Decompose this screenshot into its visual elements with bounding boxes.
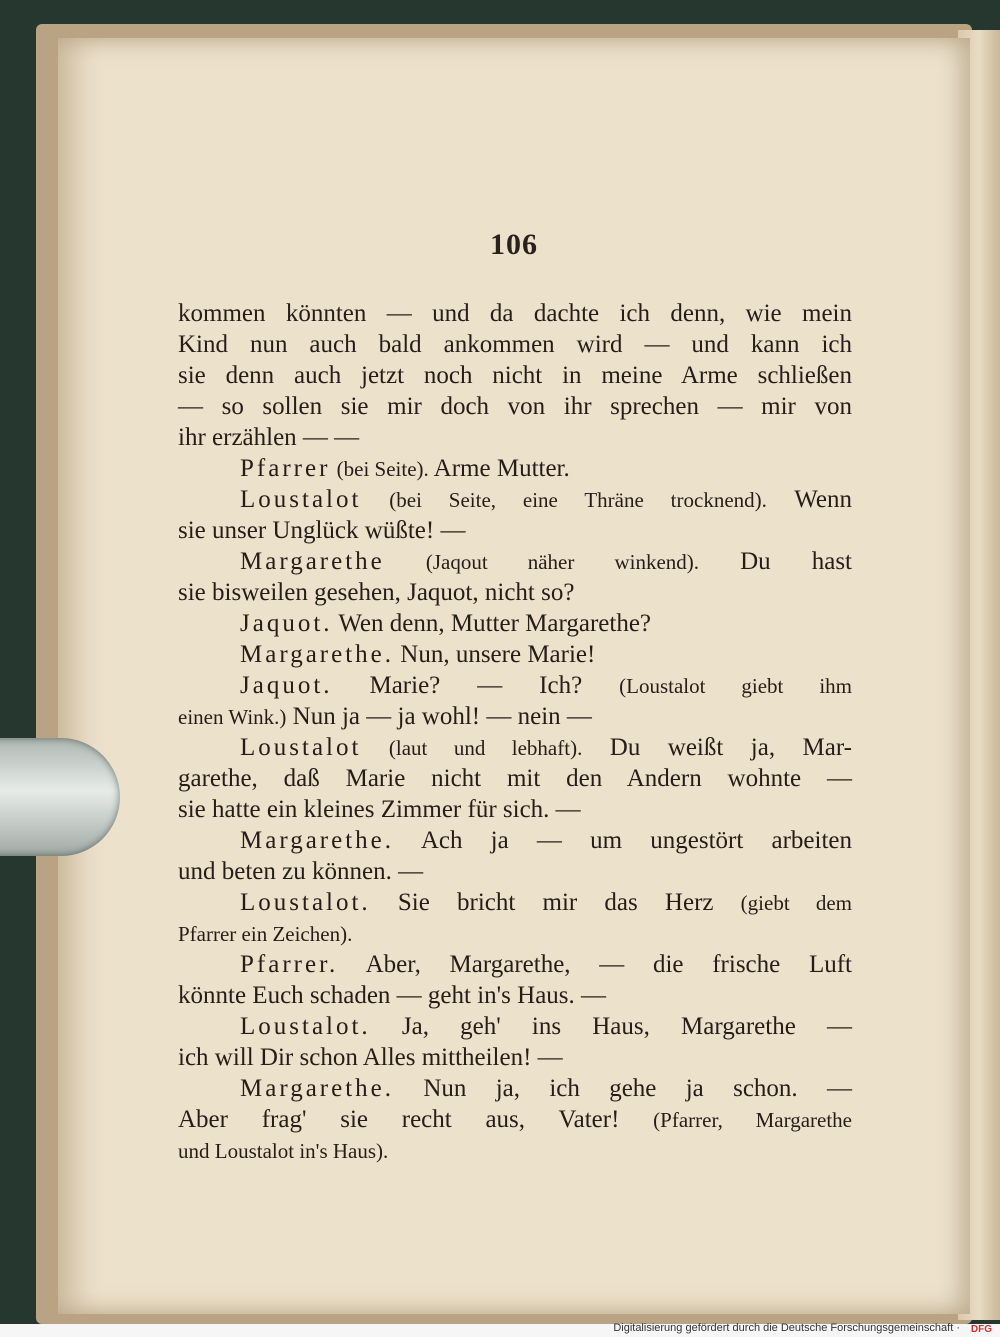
dialogue-text: Marie? — Ich? (332, 672, 620, 699)
dialogue-text: Nun, unsere Marie! (394, 641, 596, 668)
text-line (178, 515, 852, 546)
text-line (178, 329, 852, 360)
stage-direction: (bei Seite, eine Thräne trocknend). (389, 488, 767, 512)
stage-direction: einen Wink.) (178, 705, 287, 729)
text-line (178, 360, 852, 391)
speaker-name: Loustalot (240, 486, 362, 513)
text-line (178, 484, 852, 515)
dialogue-text: garethe, daß Marie nicht mit den Andern wohnte — (178, 765, 852, 792)
text-line (178, 701, 852, 732)
speaker-name: Loustalot (240, 734, 362, 761)
text-line (178, 639, 852, 670)
stage-direction: (Pfarrer, Margarethe (653, 1108, 852, 1132)
text-line (178, 856, 852, 887)
speaker-name: Loustalot. (240, 889, 371, 916)
speaker-name: Jaquot. (240, 610, 333, 637)
stage-direction: Pfarrer ein Zeichen). (178, 922, 353, 946)
text-line (178, 1011, 852, 1042)
text-line (178, 670, 852, 701)
text-line (178, 887, 852, 918)
speaker-name: Margarethe (240, 548, 385, 575)
stage-direction: und Loustalot in's Haus). (178, 1139, 389, 1163)
text-line (178, 980, 852, 1011)
dialogue-text (385, 548, 426, 575)
dialogue-text: Ach ja — um ungestört arbeiten (394, 827, 852, 854)
speaker-name: Pfarrer (240, 455, 331, 482)
dialogue-text (361, 486, 389, 513)
dialogue-text: Aber, Margarethe, — die frische Luft (338, 951, 852, 978)
dialogue-text: Nun ja — ja wohl! — nein — (286, 703, 592, 730)
dialogue-text: sie hatte ein kleines Zimmer für sich. — (178, 796, 581, 823)
text-line (178, 391, 852, 422)
speaker-name: Margarethe. (240, 827, 395, 854)
speaker-name: Jaquot. (240, 672, 333, 699)
text-line (178, 453, 852, 484)
text-line (178, 298, 852, 329)
speaker-name: Margarethe. (240, 1075, 395, 1102)
stage-direction: (laut und lebhaft). (388, 736, 583, 760)
stage-direction: (Jaqout näher winkend). (425, 550, 700, 574)
footer-bar (0, 1324, 1000, 1337)
dialogue-text: ihr erzählen — — (178, 424, 360, 451)
dialogue-text: Ja, geh' ins Haus, Margarethe — (370, 1013, 852, 1040)
text-line (178, 1104, 852, 1135)
dialogue-text: sie unser Unglück wüßte! — (178, 517, 466, 544)
text-line (178, 1135, 852, 1166)
dialogue-text: Arme Mutter. (428, 455, 570, 482)
dialogue-text: Du weißt ja, Mar- (582, 734, 852, 761)
dialogue-text: Sie bricht mir das Herz (370, 889, 741, 916)
dialogue-text: kommen könnten — und da dachte ich denn, wie mein (178, 300, 852, 327)
text-line (178, 825, 852, 856)
text-line (178, 422, 852, 453)
page-text (178, 298, 852, 1166)
text-line (178, 546, 852, 577)
dialogue-text: Aber frag' sie recht aus, Vater! (178, 1106, 654, 1133)
dfg-logo: DFG (970, 1324, 992, 1335)
dialogue-text: Nun ja, ich gehe ja schon. — (394, 1075, 852, 1102)
text-line (178, 794, 852, 825)
dialogue-text: Du hast (699, 548, 852, 575)
dialogue-text: Wen denn, Mutter Margarethe? (332, 610, 652, 637)
text-line (178, 1042, 852, 1073)
stage-direction: (Loustalot giebt ihm (619, 674, 852, 698)
dialogue-text: und beten zu können. — (178, 858, 424, 885)
page-number: 106 (490, 228, 538, 261)
stage-direction: (giebt dem (740, 891, 852, 915)
dialogue-text (361, 734, 388, 761)
dialogue-text: Kind nun auch bald ankommen wird — und kann ich (178, 331, 852, 358)
dialogue-text: ich will Dir schon Alles mittheilen! — (178, 1044, 563, 1071)
text-line (178, 949, 852, 980)
dialogue-text: Wenn (766, 486, 852, 513)
speaker-name: Pfarrer. (240, 951, 339, 978)
text-line (178, 763, 852, 794)
text-line (178, 577, 852, 608)
stage-direction: (bei Seite). (336, 457, 429, 481)
dialogue-text: — so sollen sie mir doch von ihr sprechen — mir von (178, 393, 852, 420)
text-line (178, 732, 852, 763)
text-line (178, 918, 852, 949)
speaker-name: Loustalot. (240, 1013, 371, 1040)
dialogue-text: könnte Euch schaden — geht in's Haus. — (178, 982, 607, 1009)
speaker-name: Margarethe. (240, 641, 395, 668)
dialogue-text: sie denn auch jetzt noch nicht in meine Arme schließen (178, 362, 852, 389)
book-page (58, 38, 970, 1314)
text-line (178, 1073, 852, 1104)
text-line (178, 608, 852, 639)
dialogue-text: sie bisweilen gesehen, Jaquot, nicht so? (178, 579, 575, 606)
footer-credit: Digitalisierung gefördert durch die Deutsche Forschungsgemeinschaft · (613, 1322, 960, 1334)
page-clip (0, 738, 120, 856)
